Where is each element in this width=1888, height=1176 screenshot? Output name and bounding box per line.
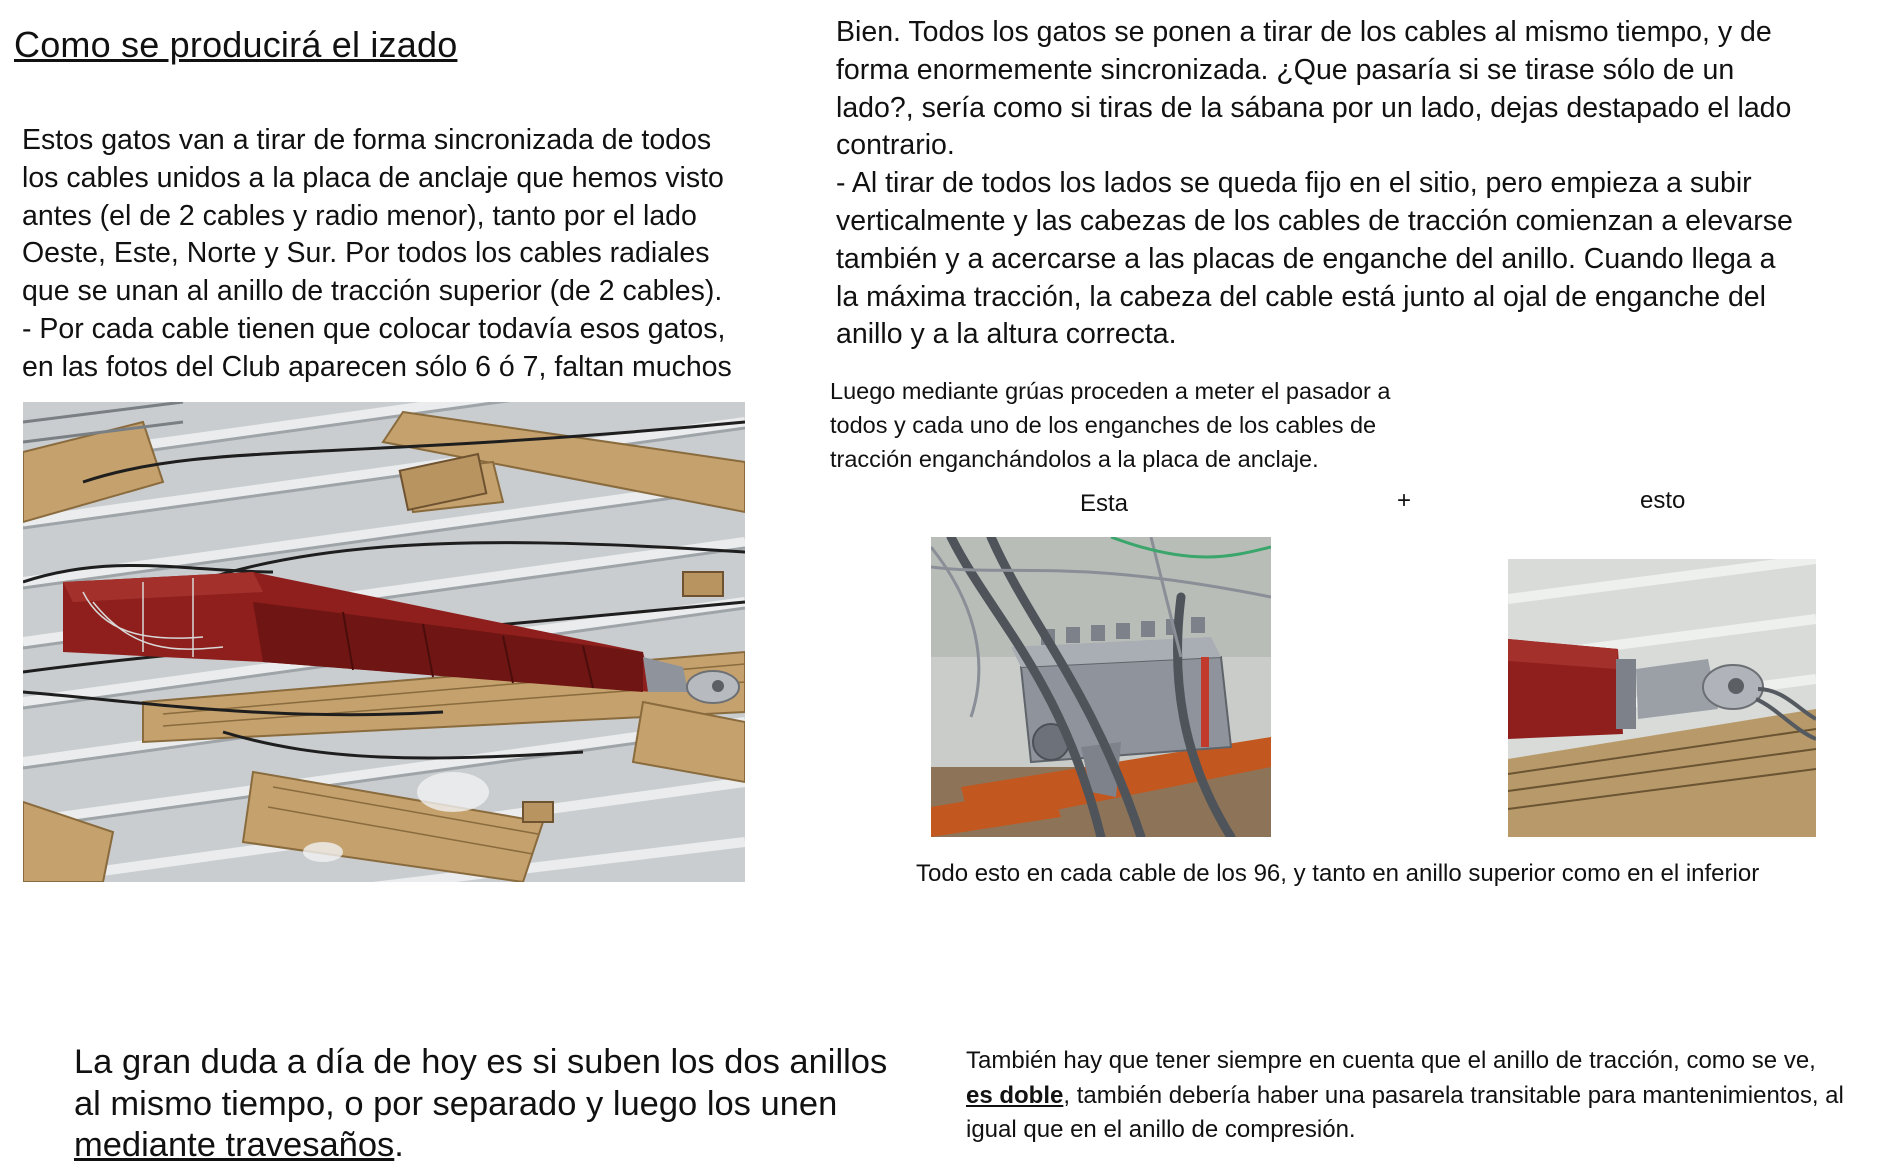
- label-esta: Esta: [1080, 490, 1129, 517]
- bottom-right-part-2: , también debería haber una pasarela transitable para mantenimientos, al igual que en el anillo de compresión.: [966, 1081, 1844, 1143]
- slide-title: Como se producirá el izado: [14, 24, 458, 65]
- bottom-left-line-3: [74, 1125, 974, 1167]
- travesanos-underlined: mediante travesaños: [74, 1126, 395, 1164]
- label-plus: +: [1397, 487, 1412, 514]
- label-esto: esto: [1640, 487, 1686, 514]
- bottom-left-line-2: al mismo tiempo, o por separado y luego los unen: [74, 1084, 838, 1123]
- hydraulic-jack-photo: [23, 402, 745, 882]
- bottom-left-question: [74, 1042, 974, 1167]
- anchor-plate-photo: [931, 537, 1271, 837]
- bottom-right-note: [966, 1044, 1846, 1148]
- bottom-left-line-1: La gran duda a día de hoy es si suben los dos anillos: [74, 1043, 888, 1081]
- right-paragraph: Bien. Todos los gatos se ponen a tirar de los cables al mismo tiempo, y de forma enormemente sincronizada. ¿Que pasaría si se tirase sólo de un lado?, sería como si tiras de la sábana por un lado, dejas destapado el lado contrario. - Al tirar de todos los lados se queda fijo en el sitio, pero empieza a subir verticalmente y las cabezas de los cables de tracción comienzan a elevarse también y a acercarse a las placas de enganche del anillo. Cuando llega a la máxima tracción, la cabeza del cable está junto al ojal de enganche del anillo y a la altura correcta.: [836, 16, 1793, 351]
- es-doble-emphasis: es doble: [966, 1081, 1064, 1109]
- every-cable-caption: Todo esto en cada cable de los 96, y tanto en anillo superior como en el inferior: [916, 860, 1760, 887]
- bottom-right-part-1: También hay que tener siempre en cuenta que el anillo de tracción, como se ve,: [966, 1047, 1816, 1074]
- crane-caption: Luego mediante grúas proceden a meter el pasador a todos y cada uno de los enganches de los cables de tracción enganchándolos a la placa de anclaje.: [830, 378, 1391, 472]
- pin-connection-photo: [1508, 559, 1816, 837]
- left-paragraph: Estos gatos van a tirar de forma sincronizada de todos los cables unidos a la placa de anclaje que hemos visto antes (el de 2 cables y radio menor), tanto por el lado Oeste, Este, Norte y Sur. Por todos los cables radiales que se unan al anillo de tracción superior (de 2 cables). - Por cada cable tienen que colocar todavía esos gatos, en las fotos del Club aparecen sólo 6 ó 7, faltan muchos: [22, 124, 732, 383]
- bottom-left-period: .: [394, 1126, 404, 1164]
